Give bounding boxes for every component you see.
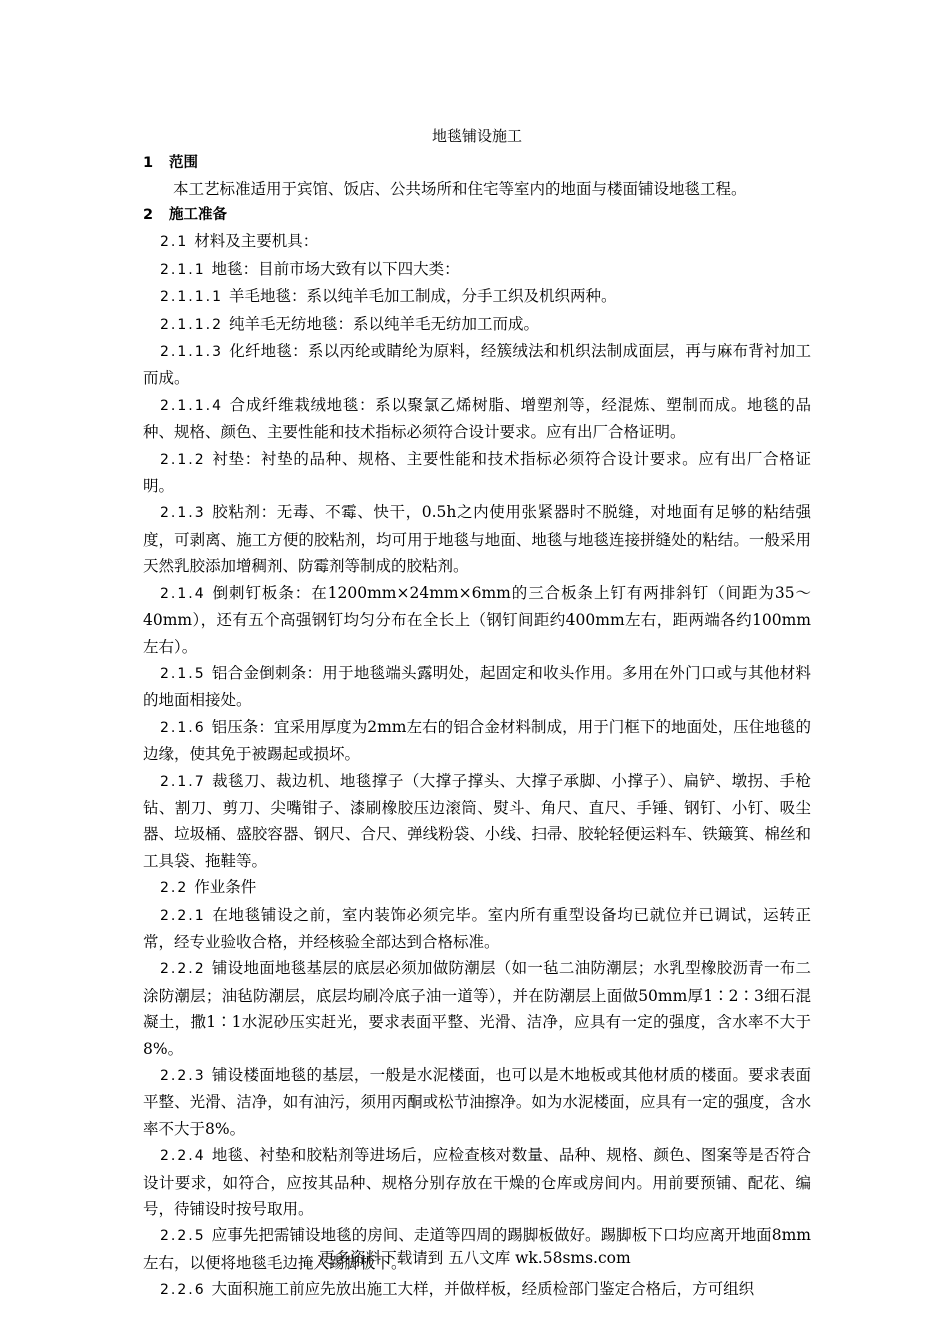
paragraph-2-1-7 bbox=[143, 768, 811, 875]
paragraph-text: 胶粘剂：无毒、不霉、快干，0.5h之内使用张紧器时不脱缝，对地面有足够的粘结强度，可剥离、施工方便的胶粘剂，均可用于地毯与地面、地毯与地毯连接拼缝处的粘结。一般采用天然乳胶添加增稠剂、防霉剂等制成的胶粘剂。 bbox=[143, 503, 811, 576]
clause-number: 2.1.1.4 bbox=[160, 397, 223, 414]
paragraph-text: 合成纤维栽绒地毯：系以聚氯乙烯树脂、增塑剂等，经混炼、塑制而成。地毯的品种、规格、颜色、主要性能和技术指标必须符合设计要求。应有出厂合格证明。 bbox=[143, 395, 811, 442]
paragraph-text: 本工艺标准适用于宾馆、饭店、公共场所和住宅等室内的地面与楼面铺设地毯工程。 bbox=[173, 180, 747, 198]
clause-number: 2.2.5 bbox=[160, 1228, 206, 1245]
paragraph-text: 地毯、衬垫和胶粘剂等进场后，应检查核对数量、品种、规格、颜色、图案等是否符合设计要求，如符合，应按其品种、规格分别存放在干燥的仓库或房间内。用前要预铺、配花、编号，待铺设时按号取用。 bbox=[143, 1146, 811, 1219]
clause-number: 2.2.4 bbox=[160, 1148, 206, 1165]
paragraph-text: 铺设地面地毯基层的底层必须加做防潮层（如一毡二油防潮层；水乳型橡胶沥青一布二涂防潮层；油毡防潮层，底层均刷冷底子油一道等），并在防潮层上面做50mm厚1∶2∶3细石混凝土，撒1∶1水泥砂压实赶光，要求表面平整、光滑、洁净，应具有一定的强度，含水率不大于8%。 bbox=[143, 959, 811, 1058]
section-heading-scope bbox=[143, 150, 811, 176]
paragraph-text: 在地毯铺设之前，室内装饰必须完毕。室内所有重型设备均已就位并已调试，运转正常，经专业验收合格，并经核验全部达到合格标准。 bbox=[143, 905, 811, 951]
paragraph-2-1-6 bbox=[143, 714, 811, 768]
paragraph-text: 纯羊毛无纺地毯：系以纯羊毛无纺加工而成。 bbox=[228, 314, 539, 333]
clause-number: 2.1.5 bbox=[160, 665, 206, 682]
clause-number: 2.1.3 bbox=[160, 505, 206, 522]
paragraph-text: 铝压条：宜采用厚度为2mm左右的铝合金材料制成，用于门框下的地面处，压住地毯的边缘，使其免于被踢起或损坏。 bbox=[143, 717, 811, 764]
clause-number: 2.2.3 bbox=[160, 1068, 206, 1084]
paragraph-2-1-1 bbox=[143, 256, 811, 283]
paragraph-text: 倒刺钉板条：在1200mm×24mm×6mm的三合板条上钉有两排斜钉（间距为35～40mm），还有五个高强钢钉均匀分布在全长上（钢钉间距约400mm左右，距两端各约100mm左右）。 bbox=[143, 583, 811, 656]
paragraph-2-1-1-1 bbox=[143, 283, 811, 310]
paragraph-text: 裁毯刀、裁边机、地毯撑子（大撑子撑头、大撑子承脚、小撑子）、扁铲、墩拐、手枪钻、割刀、剪刀、尖嘴钳子、漆刷橡胶压边滚筒、熨斗、角尺、直尺、手锤、钢钉、小钉、吸尘器、垃圾桶、盛胶容器、钢尺、合尺、弹线粉袋、小线、扫帚、胶轮轻便运料车、铁簸箕、棉丝和工具袋、拖鞋等。 bbox=[143, 771, 811, 870]
paragraph-2-1-2 bbox=[143, 446, 811, 500]
paragraph-text: 衬垫：衬垫的品种、规格、主要性能和技术指标必须符合设计要求。应有出厂合格证明。 bbox=[143, 449, 811, 496]
paragraph-2-1 bbox=[143, 228, 811, 255]
clause-number: 2.2.6 bbox=[160, 1282, 206, 1299]
footer-download-notice: 更多资料下载请到 五八文库 wk.58sms.com bbox=[319, 1249, 631, 1267]
paragraph-text: 铺设楼面地毯的基层，一般是水泥楼面，也可以是木地板或其他材质的楼面。要求表面平整、光滑、洁净，如有油污，须用丙酮或松节油擦净。如为水泥楼面，应具有一定的强度，含水率不大于8%。 bbox=[143, 1066, 811, 1138]
clause-number: 2.1.1.3 bbox=[160, 344, 223, 361]
paragraph-2-2-6 bbox=[143, 1276, 811, 1303]
section-label: 范围 bbox=[169, 155, 198, 171]
paragraph-2-1-1-4 bbox=[143, 392, 811, 446]
document-page bbox=[143, 124, 811, 1304]
clause-number: 2.1.1 bbox=[160, 261, 206, 278]
paragraph-2-1-3 bbox=[143, 499, 811, 579]
section-number: 1 bbox=[143, 155, 154, 171]
clause-number: 2.2.1 bbox=[160, 907, 206, 924]
clause-number: 2.2 bbox=[160, 880, 189, 897]
clause-number: 2.1.4 bbox=[160, 585, 206, 602]
paragraph-2-1-1-3 bbox=[143, 338, 811, 392]
clause-number: 2.1.1.1 bbox=[160, 289, 223, 306]
document-title: 地毯铺设施工 bbox=[431, 127, 522, 145]
paragraph-text: 铝合金倒刺条：用于地毯端头露明处，起固定和收头作用。多用在外门口或与其他材料的地面相接处。 bbox=[143, 663, 811, 710]
section-number: 2 bbox=[143, 207, 154, 224]
paragraph-text: 大面积施工前应先放出施工大样，并做样板，经质检部门鉴定合格后，方可组织 bbox=[211, 1280, 755, 1299]
paragraph-text: 化纤地毯：系以丙纶或睛纶为原料，经簇绒法和机织法制成面层，再与麻布背衬加工而成。 bbox=[143, 342, 811, 388]
clause-number: 2.1.2 bbox=[160, 451, 206, 468]
paragraph-text: 作业条件 bbox=[194, 878, 257, 897]
paragraph-scope bbox=[143, 176, 811, 202]
paragraph-2-2 bbox=[143, 874, 811, 901]
paragraph-2-1-4 bbox=[143, 580, 811, 660]
section-heading-preparation bbox=[143, 202, 811, 228]
paragraph-2-2-1 bbox=[143, 902, 811, 956]
paragraph-2-2-2 bbox=[143, 955, 811, 1062]
paragraph-2-1-5 bbox=[143, 660, 811, 714]
clause-number: 2.2.2 bbox=[160, 961, 206, 978]
section-label: 施工准备 bbox=[169, 207, 227, 224]
clause-number: 2.1.6 bbox=[160, 719, 206, 736]
paragraph-text: 地毯：目前市场大致有以下四大类： bbox=[211, 259, 460, 278]
clause-number: 2.1.1.2 bbox=[160, 316, 223, 333]
clause-number: 2.1.7 bbox=[160, 773, 206, 790]
paragraph-2-2-3 bbox=[143, 1062, 811, 1142]
paragraph-2-1-1-2 bbox=[143, 311, 811, 338]
paragraph-2-2-4 bbox=[143, 1142, 811, 1222]
paragraph-text: 应事先把需铺设地毯的房间、走道等四周的踢脚板做好。踢脚板下口均应离开地面8mm左右，以便将地毯毛边掩入踢脚板下。 bbox=[143, 1226, 811, 1272]
paragraph-text: 材料及主要机具： bbox=[194, 232, 319, 251]
paragraph-text: 羊毛地毯：系以纯羊毛加工制成，分手工织及机织两种。 bbox=[228, 287, 617, 306]
clause-number: 2.1 bbox=[160, 234, 189, 251]
